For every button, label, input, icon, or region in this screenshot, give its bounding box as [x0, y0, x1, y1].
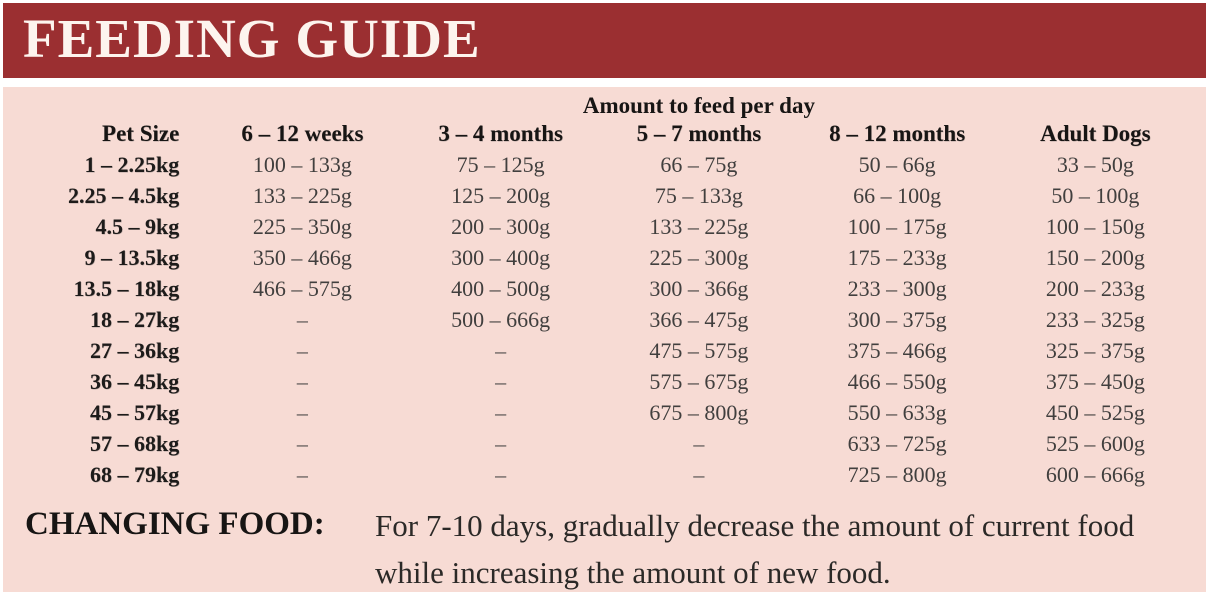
column-header-row — [15, 121, 1195, 149]
amount-cell: 300 – 400g — [451, 245, 551, 270]
super-header-spacer — [15, 93, 204, 121]
amount-cell: 400 – 500g — [451, 276, 551, 301]
amount-cell: – — [693, 431, 705, 456]
amount-cell: 50 – 100g — [1051, 183, 1140, 208]
changing-food-line2: while increasing the amount of new food. — [375, 555, 891, 590]
amount-cell: 133 – 225g — [649, 214, 749, 239]
amount-cell: 325 – 375g — [1045, 338, 1145, 363]
table-row — [15, 242, 1195, 273]
amount-cell: – — [296, 307, 308, 332]
amount-cell: 466 – 575g — [252, 276, 352, 301]
amount-cell: – — [693, 462, 705, 487]
pet-size-cell: 4.5 – 9kg — [95, 214, 180, 239]
super-header-label: Amount to feed per day — [582, 93, 815, 118]
page-title: FEEDING GUIDE — [23, 8, 481, 69]
pet-size-cell: 13.5 – 18kg — [73, 276, 180, 301]
amount-cell: – — [495, 462, 507, 487]
amount-cell: 300 – 366g — [649, 276, 749, 301]
amount-cell: 500 – 666g — [451, 307, 551, 332]
changing-food-text — [375, 502, 1134, 592]
table-row — [15, 211, 1195, 242]
table-row — [15, 149, 1195, 180]
table-row — [15, 180, 1195, 211]
amount-cell: 450 – 525g — [1045, 400, 1145, 425]
table-body — [15, 149, 1195, 490]
pet-size-cell: 27 – 36kg — [90, 338, 180, 363]
amount-cell: 475 – 575g — [649, 338, 749, 363]
amount-cell: 66 – 100g — [853, 183, 942, 208]
column-header-adult-dogs: Adult Dogs — [1040, 121, 1151, 146]
column-header-8-12-months: 8 – 12 months — [829, 121, 966, 146]
amount-cell: 575 – 675g — [649, 369, 749, 394]
pet-size-cell: 68 – 79kg — [90, 462, 180, 487]
amount-cell: 150 – 200g — [1045, 245, 1145, 270]
amount-cell: 366 – 475g — [649, 307, 749, 332]
amount-cell: 633 – 725g — [847, 431, 947, 456]
amount-cell: 233 – 325g — [1045, 307, 1145, 332]
amount-cell: – — [296, 369, 308, 394]
amount-cell: 75 – 125g — [456, 152, 545, 177]
amount-cell: 200 – 300g — [451, 214, 551, 239]
table-row — [15, 397, 1195, 428]
amount-cell: 100 – 133g — [252, 152, 352, 177]
amount-cell: 200 – 233g — [1045, 276, 1145, 301]
changing-food-label: CHANGING FOOD: — [25, 506, 325, 542]
table-row — [15, 366, 1195, 397]
pet-size-cell: 1 – 2.25kg — [84, 152, 180, 177]
amount-cell: 66 – 75g — [660, 152, 738, 177]
amount-cell: 300 – 375g — [847, 307, 947, 332]
amount-cell: – — [495, 431, 507, 456]
table-row — [15, 273, 1195, 304]
amount-cell: – — [296, 338, 308, 363]
pet-size-cell: 36 – 45kg — [90, 369, 180, 394]
table-row — [15, 428, 1195, 459]
amount-cell: 600 – 666g — [1045, 462, 1145, 487]
amount-cell: 350 – 466g — [252, 245, 352, 270]
changing-food-section — [3, 490, 1206, 592]
amount-cell: 175 – 233g — [847, 245, 947, 270]
amount-cell: 75 – 133g — [654, 183, 743, 208]
pet-size-cell: 2.25 – 4.5kg — [68, 183, 180, 208]
table-row — [15, 335, 1195, 366]
amount-cell: 33 – 50g — [1056, 152, 1134, 177]
amount-cell: – — [495, 338, 507, 363]
pet-size-cell: 18 – 27kg — [90, 307, 180, 332]
amount-cell: 675 – 800g — [649, 400, 749, 425]
amount-cell: 225 – 350g — [252, 214, 352, 239]
amount-cell: 100 – 150g — [1045, 214, 1145, 239]
amount-cell: 375 – 466g — [847, 338, 947, 363]
amount-cell: 133 – 225g — [252, 183, 352, 208]
changing-food-line1: For 7-10 days, gradually decrease the amount of current food — [375, 508, 1135, 543]
pet-size-cell: 9 – 13.5kg — [84, 245, 180, 270]
column-header-3-4-months: 3 – 4 months — [438, 121, 563, 146]
column-header-5-7-months: 5 – 7 months — [636, 121, 762, 146]
pet-size-cell: 45 – 57kg — [90, 400, 180, 425]
amount-cell: 225 – 300g — [649, 245, 749, 270]
header-divider — [3, 78, 1206, 87]
amount-cell: – — [296, 431, 308, 456]
table-row — [15, 459, 1195, 490]
amount-cell: 466 – 550g — [847, 369, 947, 394]
amount-cell: 550 – 633g — [847, 400, 947, 425]
amount-cell: – — [296, 400, 308, 425]
amount-cell: – — [296, 462, 308, 487]
table-row — [15, 304, 1195, 335]
column-header-6-12-weeks: 6 – 12 weeks — [241, 121, 364, 146]
super-header-row — [15, 93, 1195, 121]
pet-size-cell: 57 – 68kg — [90, 431, 180, 456]
amount-cell: 725 – 800g — [847, 462, 947, 487]
amount-cell: 125 – 200g — [451, 183, 551, 208]
amount-cell: 50 – 66g — [858, 152, 936, 177]
amount-cell: 233 – 300g — [847, 276, 947, 301]
amount-cell: 375 – 450g — [1045, 369, 1145, 394]
amount-cell: 100 – 175g — [847, 214, 947, 239]
feeding-table — [15, 93, 1195, 490]
column-header-pet-size: Pet Size — [102, 121, 180, 146]
amount-cell: – — [495, 400, 507, 425]
amount-cell: – — [495, 369, 507, 394]
header-bar — [3, 3, 1206, 78]
amount-cell: 525 – 600g — [1045, 431, 1145, 456]
